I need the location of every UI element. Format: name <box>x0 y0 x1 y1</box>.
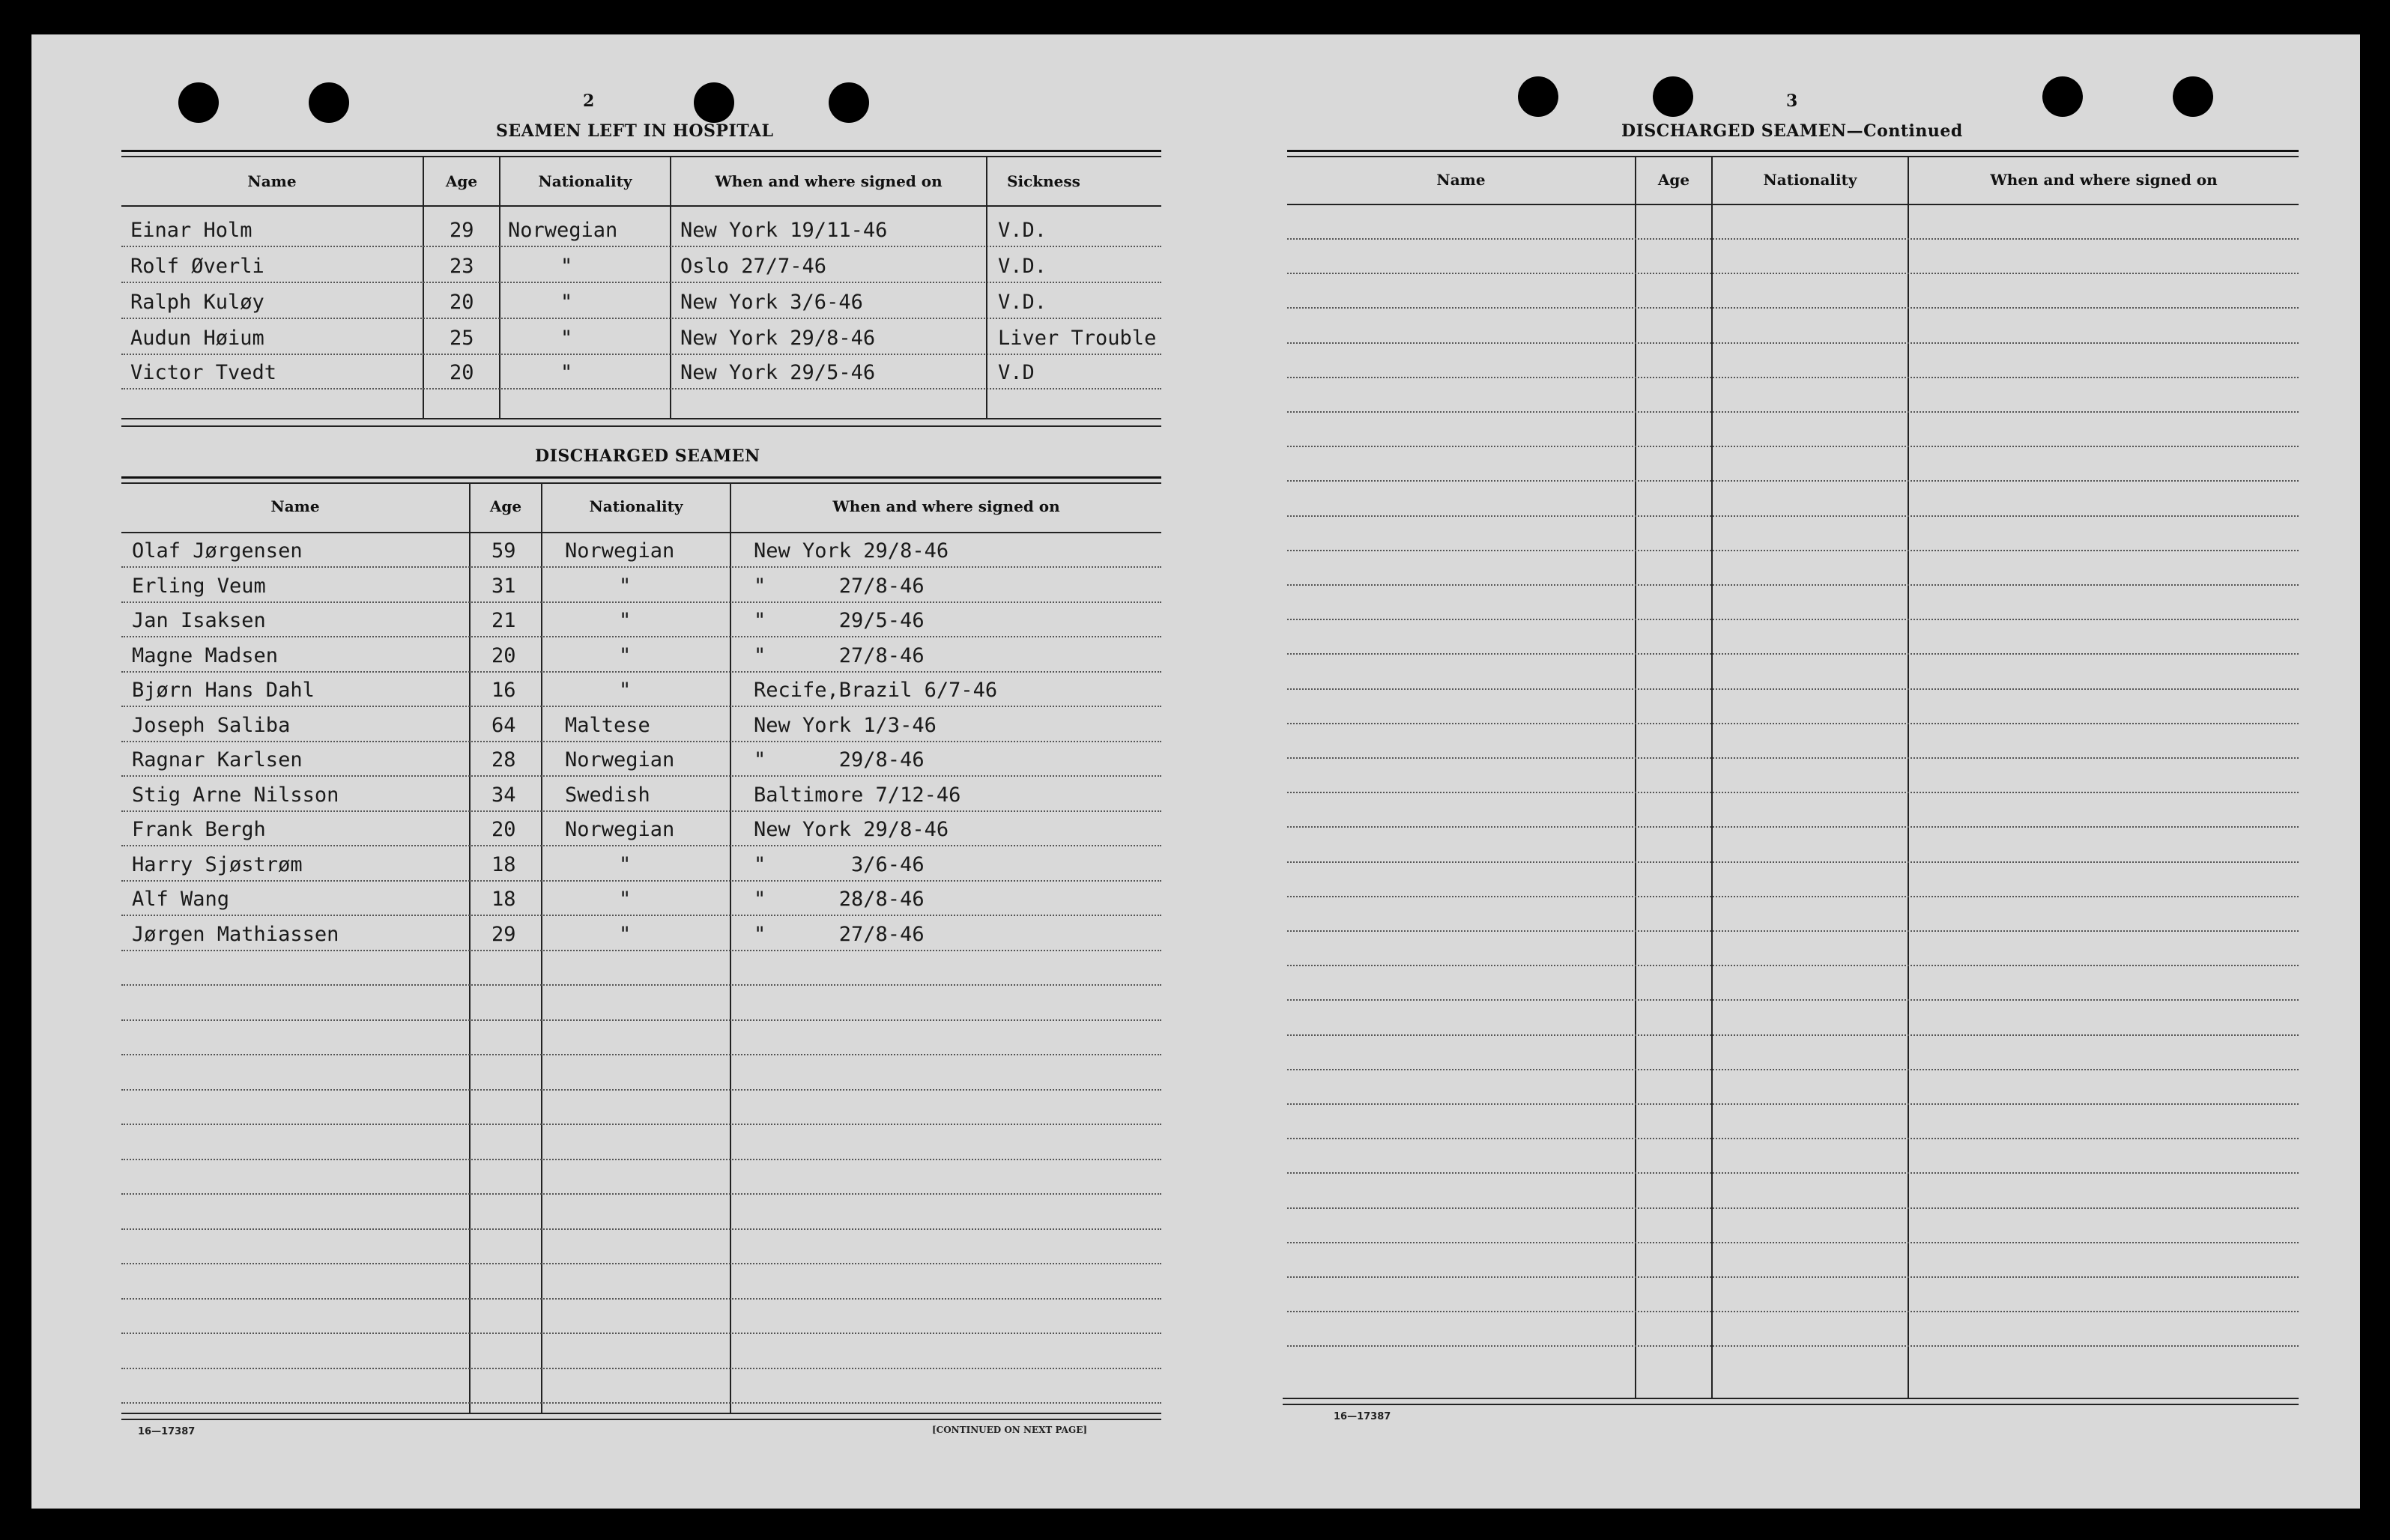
table-rule <box>1287 156 2299 157</box>
row-rule <box>121 636 1161 637</box>
row-rule <box>121 1368 1161 1369</box>
discharged-title: DISCHARGED SEAMEN <box>535 446 760 466</box>
cell-age: 59 <box>491 539 516 563</box>
table-rule <box>121 476 1161 479</box>
binder-hole <box>309 82 349 123</box>
cell-sickness: V.D. <box>998 255 1047 278</box>
row-rule <box>121 1089 1161 1091</box>
discharged-continued-title: DISCHARGED SEAMEN—Continued <box>1621 121 1963 141</box>
cell-nationality: " <box>619 575 632 598</box>
cell-sickness: Liver Trouble <box>998 327 1157 350</box>
cell-nationality: " <box>619 679 632 702</box>
table-rule <box>121 418 1161 419</box>
cell-name: Frank Bergh <box>132 818 266 841</box>
column-divider <box>499 156 500 418</box>
form-number: 16—17387 <box>1334 1411 1391 1422</box>
row-rule <box>121 1193 1161 1195</box>
row-rule <box>1287 757 2299 759</box>
cell-age: 31 <box>491 575 516 598</box>
row-rule <box>1287 619 2299 620</box>
row-rule <box>1287 861 2299 863</box>
left-page <box>31 34 1193 1509</box>
document-sheet <box>31 34 2360 1509</box>
row-rule <box>1287 1276 2299 1278</box>
cell-age: 23 <box>450 255 474 278</box>
row-rule <box>1287 930 2299 932</box>
binder-hole <box>2042 76 2083 117</box>
cell-nationality: Norwegian <box>565 748 675 771</box>
cell-nationality: " <box>619 609 632 632</box>
cell-name: Ralph Kuløy <box>130 291 264 314</box>
table-rule <box>121 156 1161 157</box>
cell-signed-on: New York 29/8-46 <box>754 539 949 563</box>
cell-signed-on: New York 3/6-46 <box>680 291 863 314</box>
table-rule <box>1283 1398 2299 1399</box>
row-rule <box>121 671 1161 673</box>
row-rule <box>121 246 1161 247</box>
cell-age: 16 <box>491 679 516 702</box>
continued-note: [CONTINUED ON NEXT PAGE] <box>932 1425 1088 1435</box>
row-rule <box>1287 446 2299 447</box>
cell-nationality: Norwegian <box>565 818 675 841</box>
binder-hole <box>694 82 734 123</box>
cell-name: Audun Høium <box>130 327 264 350</box>
cell-signed-on: Oslo 27/7-46 <box>680 255 827 278</box>
row-rule <box>121 1159 1161 1160</box>
table-rule <box>121 482 1161 484</box>
cell-nationality: " <box>619 644 632 667</box>
cell-name: Magne Madsen <box>132 644 279 667</box>
row-rule <box>121 1019 1161 1021</box>
column-header-age: Age <box>445 172 478 190</box>
row-rule <box>1287 550 2299 551</box>
binder-hole <box>1518 76 1558 117</box>
cell-signed-on: New York 29/8-46 <box>680 327 876 350</box>
cell-nationality: " <box>560 291 573 314</box>
column-header-name: Name <box>1436 171 1486 189</box>
column-header-nationality: Nationality <box>538 172 632 190</box>
row-rule <box>1287 896 2299 897</box>
cell-name: Stig Arne Nilsson <box>132 783 339 807</box>
row-rule <box>1287 273 2299 274</box>
column-header-age: Age <box>1657 171 1690 189</box>
column-header-name: Name <box>270 497 320 515</box>
row-rule <box>121 601 1161 603</box>
page-number: 2 <box>583 91 595 111</box>
cell-signed-on: " 3/6-46 <box>754 853 925 876</box>
cell-signed-on: New York 1/3-46 <box>754 714 937 737</box>
row-rule <box>1287 480 2299 482</box>
binder-hole <box>2173 76 2213 117</box>
row-rule <box>121 318 1161 319</box>
row-rule <box>121 845 1161 846</box>
row-rule <box>121 984 1161 986</box>
row-rule <box>121 810 1161 812</box>
column-header-signed-on: When and where signed on <box>715 172 943 190</box>
hospital-title: SEAMEN LEFT IN HOSPITAL <box>496 121 774 141</box>
cell-age: 64 <box>491 714 516 737</box>
row-rule <box>121 282 1161 283</box>
column-divider <box>423 156 424 418</box>
row-rule <box>1287 1034 2299 1036</box>
row-rule <box>1287 826 2299 828</box>
table-rule <box>121 150 1161 152</box>
row-rule <box>1287 723 2299 724</box>
column-header-signed-on: When and where signed on <box>832 497 1060 515</box>
page-number: 3 <box>1786 91 1798 111</box>
row-rule <box>121 880 1161 882</box>
cell-signed-on: " 29/5-46 <box>754 609 925 632</box>
table-rule <box>121 1419 1161 1420</box>
cell-name: Erling Veum <box>132 575 266 598</box>
cell-nationality: " <box>560 361 573 384</box>
cell-nationality: Maltese <box>565 714 650 737</box>
row-rule <box>121 1054 1161 1055</box>
cell-name: Jan Isaksen <box>132 609 266 632</box>
cell-name: Victor Tvedt <box>130 361 277 384</box>
row-rule <box>1287 342 2299 344</box>
row-rule <box>1287 653 2299 655</box>
cell-signed-on: " 27/8-46 <box>754 575 925 598</box>
cell-age: 20 <box>450 361 474 384</box>
row-rule <box>121 1228 1161 1230</box>
cell-name: Einar Holm <box>130 219 252 242</box>
cell-nationality: " <box>560 327 573 350</box>
cell-signed-on: " 27/8-46 <box>754 923 925 946</box>
cell-nationality: " <box>619 923 632 946</box>
cell-name: Jørgen Mathiassen <box>132 923 339 946</box>
row-rule <box>1287 1311 2299 1312</box>
cell-sickness: V.D. <box>998 219 1047 242</box>
cell-age: 29 <box>450 219 474 242</box>
cell-signed-on: " 28/8-46 <box>754 888 925 911</box>
cell-signed-on: New York 29/8-46 <box>754 818 949 841</box>
cell-signed-on: " 27/8-46 <box>754 644 925 667</box>
cell-nationality: Norwegian <box>508 219 618 242</box>
binder-hole <box>829 82 869 123</box>
column-divider <box>730 482 731 1413</box>
cell-signed-on: Recife,Brazil 6/7-46 <box>754 679 998 702</box>
table-rule <box>1283 1404 2299 1405</box>
cell-age: 25 <box>450 327 474 350</box>
cell-name: Bjørn Hans Dahl <box>132 679 315 702</box>
cell-name: Harry Sjøstrøm <box>132 853 303 876</box>
cell-nationality: " <box>560 255 573 278</box>
row-rule <box>121 1333 1161 1334</box>
row-rule <box>1287 965 2299 966</box>
row-rule <box>121 354 1161 355</box>
cell-signed-on: Baltimore 7/12-46 <box>754 783 961 807</box>
row-rule <box>121 915 1161 916</box>
row-rule <box>121 388 1161 389</box>
row-rule <box>121 706 1161 707</box>
row-rule <box>1287 515 2299 517</box>
column-header-sickness: Sickness <box>1007 172 1080 190</box>
column-divider <box>469 482 471 1413</box>
cell-nationality: Swedish <box>565 783 650 807</box>
cell-age: 21 <box>491 609 516 632</box>
cell-age: 20 <box>491 644 516 667</box>
row-rule <box>121 566 1161 568</box>
row-rule <box>1287 1207 2299 1209</box>
column-header-name: Name <box>247 172 297 190</box>
cell-signed-on: New York 29/5-46 <box>680 361 876 384</box>
form-number: 16—17387 <box>138 1426 196 1437</box>
cell-age: 29 <box>491 923 516 946</box>
row-rule <box>121 1402 1161 1404</box>
column-divider <box>670 156 671 418</box>
cell-name: Alf Wang <box>132 888 230 911</box>
row-rule <box>1287 1172 2299 1174</box>
row-rule <box>1287 1345 2299 1347</box>
column-header-nationality: Nationality <box>1763 171 1857 189</box>
table-rule <box>121 532 1161 533</box>
column-divider <box>986 156 987 418</box>
row-rule <box>1287 999 2299 1001</box>
table-rule <box>121 1413 1161 1414</box>
cell-age: 18 <box>491 888 516 911</box>
column-header-nationality: Nationality <box>589 497 683 515</box>
table-rule <box>121 205 1161 207</box>
row-rule <box>1287 1103 2299 1105</box>
table-rule <box>1287 204 2299 205</box>
row-rule <box>121 1298 1161 1300</box>
cell-sickness: V.D. <box>998 291 1047 314</box>
row-rule <box>1287 1242 2299 1243</box>
row-rule <box>121 1124 1161 1125</box>
column-header-signed-on: When and where signed on <box>1990 171 2218 189</box>
row-rule <box>1287 688 2299 690</box>
cell-nationality: " <box>619 853 632 876</box>
cell-name: Rolf Øverli <box>130 255 264 278</box>
column-header-age: Age <box>489 497 522 515</box>
binder-hole <box>1653 76 1693 117</box>
cell-age: 34 <box>491 783 516 807</box>
row-rule <box>1287 238 2299 240</box>
cell-name: Olaf Jørgensen <box>132 539 303 563</box>
cell-age: 20 <box>491 818 516 841</box>
cell-sickness: V.D <box>998 361 1035 384</box>
cell-age: 18 <box>491 853 516 876</box>
column-divider <box>541 482 542 1413</box>
binder-hole <box>178 82 219 123</box>
row-rule <box>121 1263 1161 1264</box>
cell-name: Ragnar Karlsen <box>132 748 303 771</box>
row-rule <box>121 775 1161 777</box>
cell-name: Joseph Saliba <box>132 714 291 737</box>
row-rule <box>1287 1069 2299 1070</box>
row-rule <box>1287 792 2299 793</box>
row-rule <box>1287 377 2299 378</box>
right-page <box>1199 34 2360 1509</box>
row-rule <box>1287 411 2299 413</box>
cell-age: 20 <box>450 291 474 314</box>
row-rule <box>1287 584 2299 586</box>
row-rule <box>121 950 1161 951</box>
table-rule <box>121 425 1161 427</box>
cell-nationality: Norwegian <box>565 539 675 563</box>
table-rule <box>1287 150 2299 152</box>
row-rule <box>1287 307 2299 309</box>
cell-age: 28 <box>491 748 516 771</box>
cell-signed-on: New York 19/11-46 <box>680 219 888 242</box>
row-rule <box>121 741 1161 742</box>
cell-nationality: " <box>619 888 632 911</box>
cell-signed-on: " 29/8-46 <box>754 748 925 771</box>
row-rule <box>1287 1138 2299 1139</box>
